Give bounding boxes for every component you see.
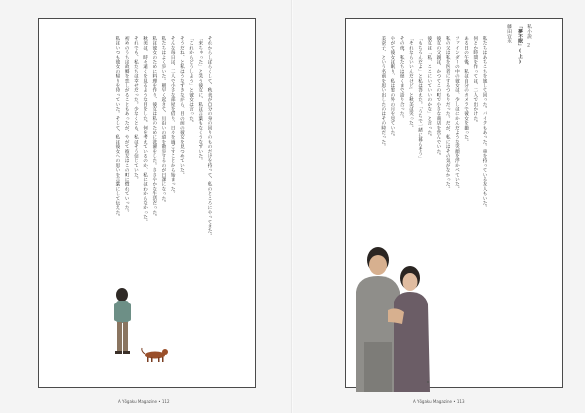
paragraph: 私たちはよく歩いた。朝早く起きて、川沿いの道を散歩するのが日課になった。 <box>160 36 166 206</box>
series-label: 私小説 2 <box>526 24 531 49</box>
paragraph: 彼女の父親は、かつてこの町で小さな商店を営んでいた。 <box>435 36 441 159</box>
paragraph: 「もちろんだよ」と私は答えた。「うちで一緒に暮らそう」 <box>417 36 423 161</box>
paragraph: 私たちはあちこちを旅して回った。バイクもあった。車を持っている友人もいた。 <box>482 36 487 210</box>
paragraph: それからしばらくして、秋美が自分の身の回りのものだけを持って、私のところにやってきた。 <box>207 36 212 239</box>
author-name: 藤田宜永 <box>506 24 511 44</box>
story-title: 「夢不眠」(上) <box>517 24 523 65</box>
paragraph: 私は彼女のために料理を作り、彼女は私のために洗濯をした。ささやかな生活だった。 <box>151 36 157 220</box>
paragraph: ある日の午後、私は自分のカメラで彼女を撮った。 <box>463 36 469 145</box>
left-page <box>0 0 292 413</box>
paragraph: 「これからどうしよう」と彼女は言った。 <box>188 36 194 126</box>
paragraph: 「それならいいんだけど」と秋美は笑った。 <box>408 36 414 130</box>
boy-with-dog-illustration <box>100 275 180 385</box>
paragraph: 何とか時間を作っては、二人で出かけた。 <box>472 36 478 126</box>
paragraph: 美奈子、という名前を思い出したのはその時だった。 <box>380 36 386 149</box>
paragraph: 秋美は、時々遠くを見るような目をした。何を考えているのか、私にはわからなかった。 <box>142 36 148 224</box>
right-page <box>293 0 585 413</box>
paragraph: 「来ちゃった」と笑う彼女に、私は言葉もなくうなずいた。 <box>197 36 203 163</box>
left-body-text <box>102 36 214 246</box>
paragraph: そんな毎日は、二人で小さな部屋を借り、日々を過ごすことから始まった。 <box>170 36 176 196</box>
paragraph: 私はいつも彼女の帰りを待っていた。そして、私は彼女への思いを言葉にして伝えた。 <box>114 36 120 220</box>
paragraph: ファインダーの中の彼女は、少しはにかんだような笑顔を浮かべていた。 <box>454 36 460 192</box>
paragraph: 彼女は「私、ここにいていいのかな」と言った。 <box>426 36 432 140</box>
paragraph: その夜、私たちは遅くまで語り合った。 <box>399 36 405 121</box>
couple-illustration <box>338 232 453 392</box>
left-page-footer: A Yōgaku Magazine • 112 <box>118 399 170 404</box>
paragraph: 初めのうちは故郷を恋しがることもあったが、やがて彼女はこの町に慣れていった。 <box>124 36 130 215</box>
paragraph: やがて彼女は眠り、私は窓の外の月を見ていた。 <box>389 36 395 140</box>
paragraph: それでも、私たちは幸せだった。少なくとも、私はそう信じていた。 <box>133 36 139 182</box>
paragraph: そうだね、と私はうなずきながら、目の前の彼女を見つめていた。 <box>179 36 185 177</box>
right-page-footer: A Yōgaku Magazine • 113 <box>413 399 465 404</box>
paragraph: 私の父は私を医者にするつもりだった。だが、私にはその気がなかった。 <box>445 36 451 192</box>
